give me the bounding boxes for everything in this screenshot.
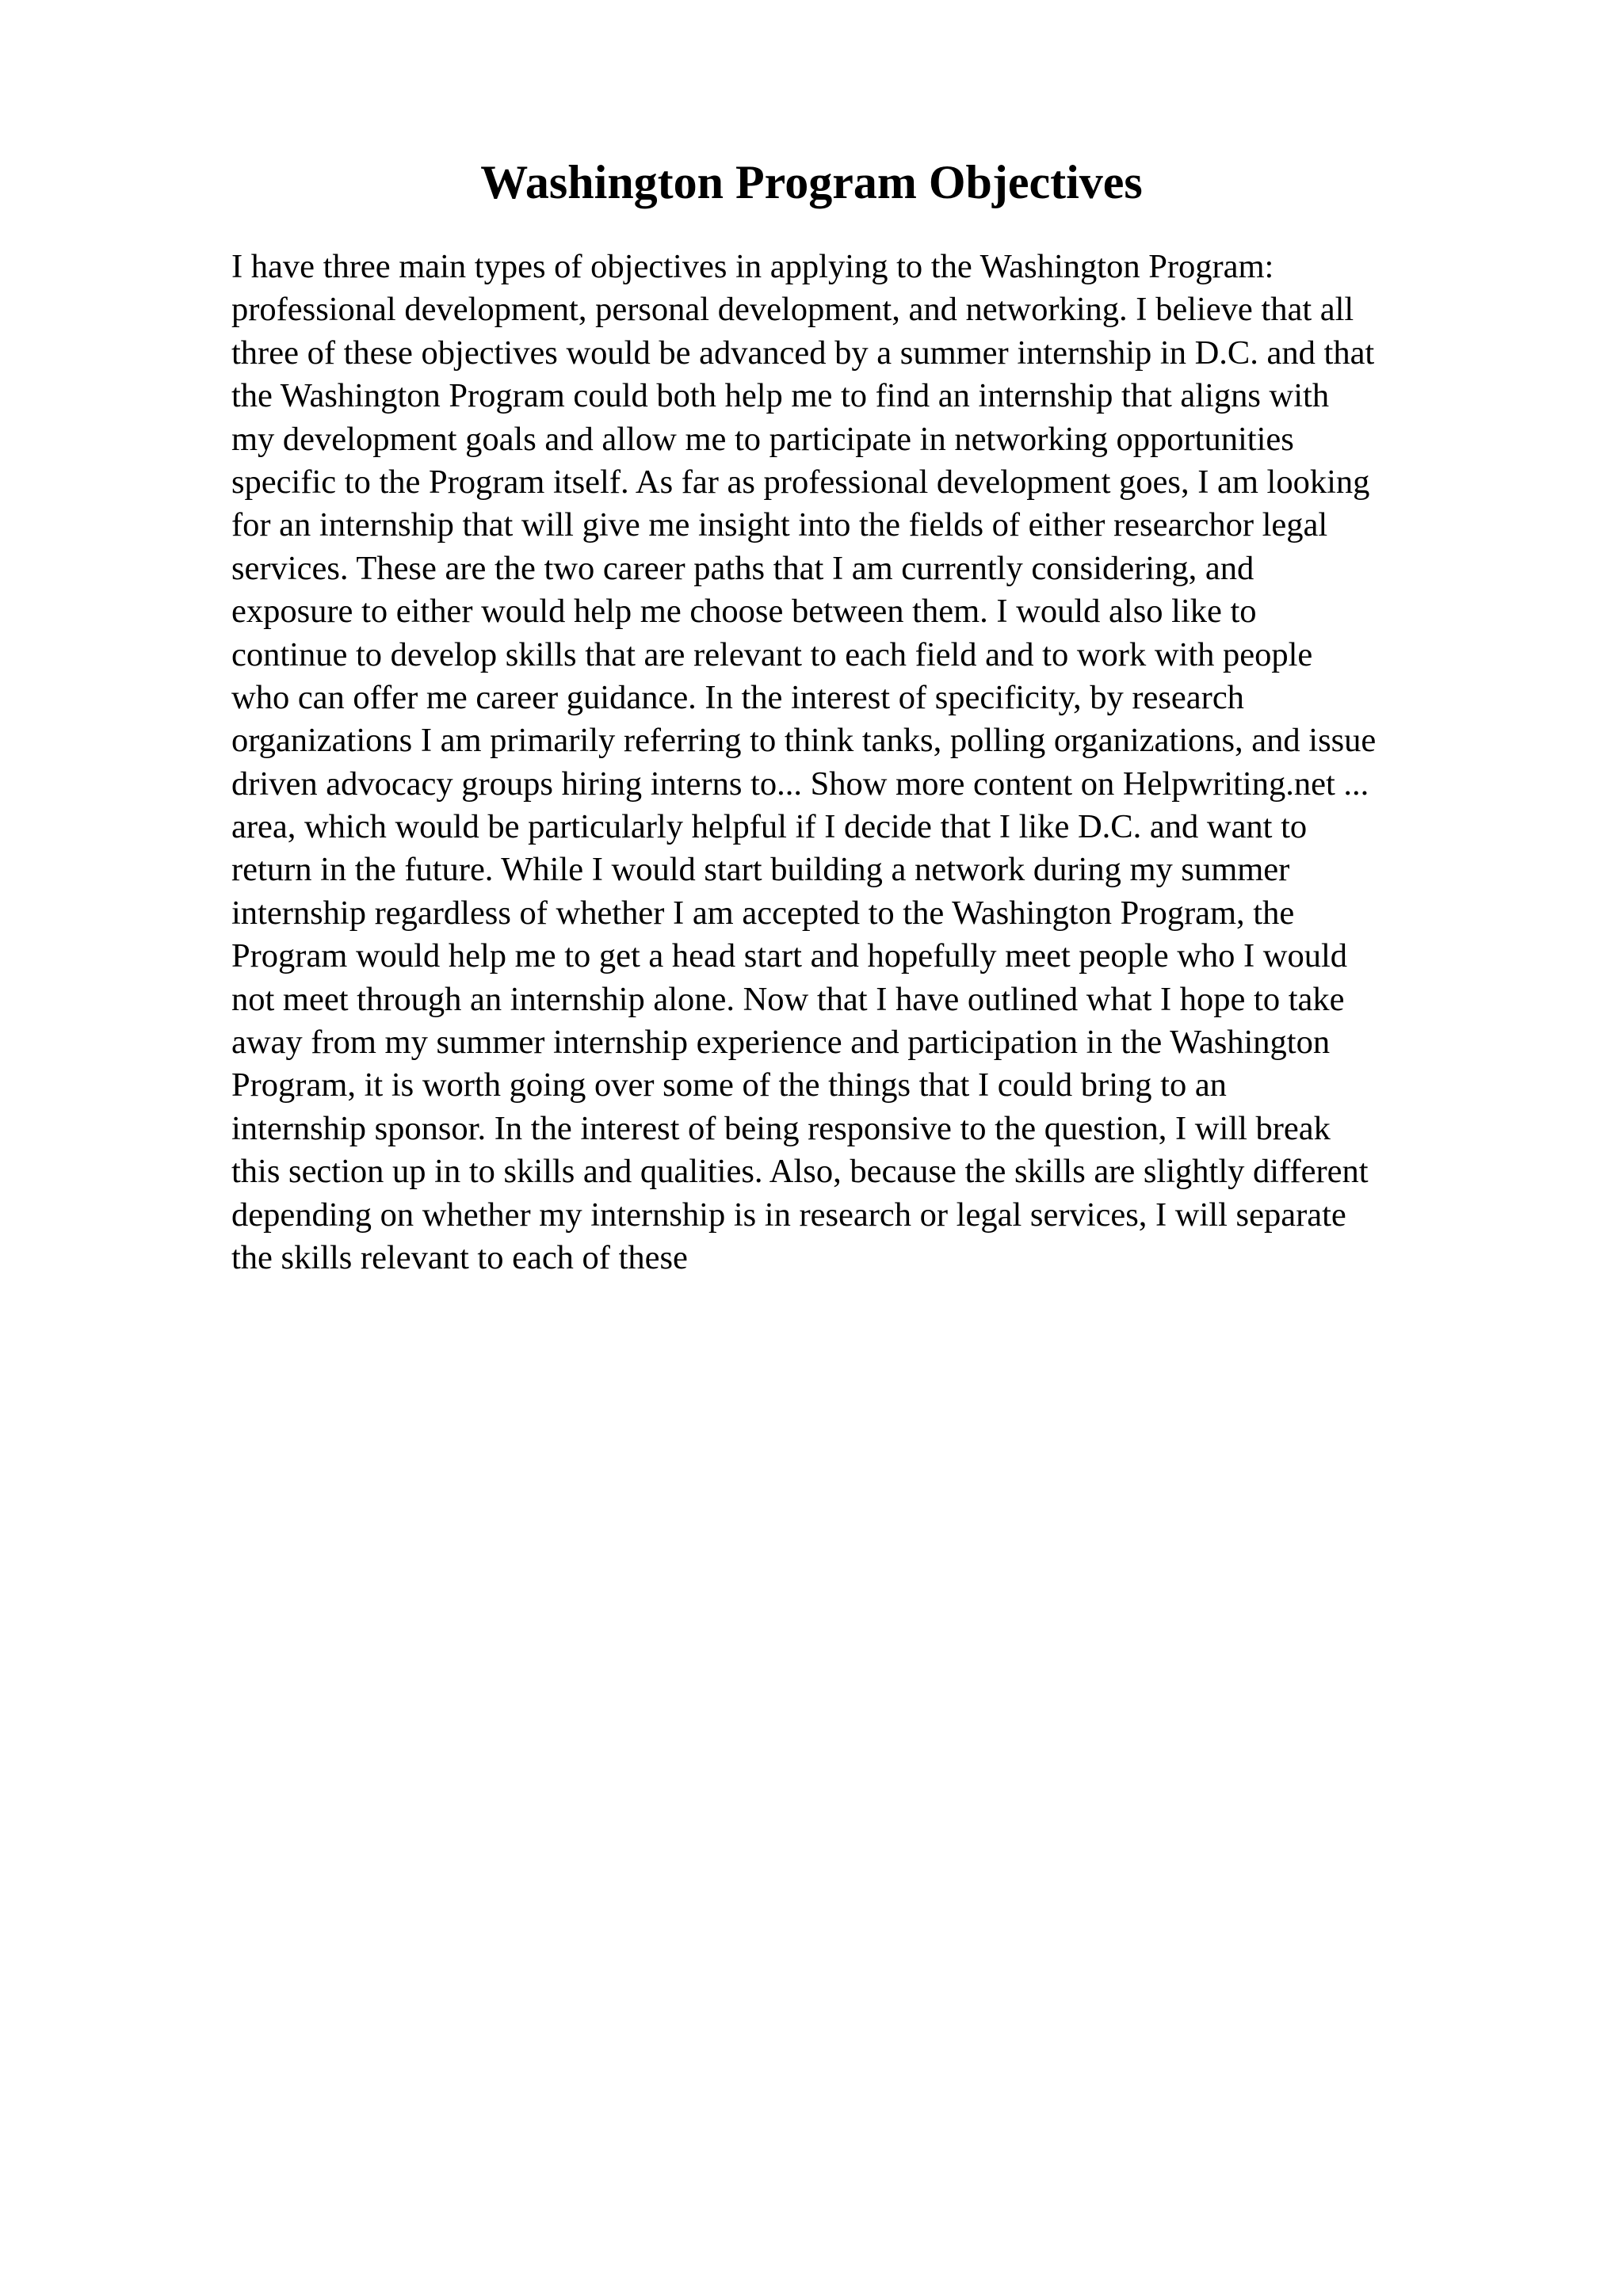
body-line: return in the future. While I would start building a network during my summer	[231, 851, 1290, 889]
body-line: three of these objectives would be advanced by a summer internship in D.C. and that	[231, 334, 1375, 372]
body-line: this section up in to skills and qualities. Also, because the skills are slightly different	[231, 1153, 1369, 1191]
body-line: Program, it is worth going over some of the things that I could bring to an	[231, 1066, 1227, 1104]
body-line: professional development, personal development, and networking. I believe that all	[231, 291, 1354, 329]
body-line: driven advocacy groups hiring interns to... Show more content on Helpwriting.net ...	[231, 765, 1369, 803]
body-line: for an internship that will give me insight into the fields of either researchor legal	[231, 506, 1328, 544]
body-line: internship regardless of whether I am accepted to the Washington Program, the	[231, 894, 1295, 932]
body-line: organizations I am primarily referring to think tanks, polling organizations, and issue	[231, 722, 1377, 760]
body-line: services. These are the two career paths that I am currently considering, and	[231, 549, 1254, 587]
document-title: Washington Program Objectives	[480, 156, 1143, 208]
body-line: area, which would be particularly helpful if I decide that I like D.C. and want to	[231, 808, 1308, 846]
body-line: continue to develop skills that are relevant to each field and to work with people	[231, 635, 1313, 673]
body-line: Program would help me to get a head start and hopefully meet people who I would	[231, 937, 1348, 975]
body-line: away from my summer internship experience and participation in the Washington	[231, 1024, 1331, 1062]
body-line: exposure to either would help me choose between them. I would also like to	[231, 593, 1257, 631]
body-line: the skills relevant to each of these	[231, 1238, 688, 1276]
body-line: I have three main types of objectives in applying to the Washington Program:	[231, 248, 1274, 285]
body-line: my development goals and allow me to participate in networking opportunities	[231, 420, 1294, 458]
body-line: the Washington Program could both help me to find an internship that aligns with	[231, 377, 1330, 415]
body-line: specific to the Program itself. As far as professional development goes, I am looking	[231, 463, 1370, 501]
document-body	[231, 246, 1515, 1280]
body-line: who can offer me career guidance. In the interest of specificity, by research	[231, 678, 1244, 716]
body-line: internship sponsor. In the interest of being responsive to the question, I will break	[231, 1109, 1331, 1147]
body-line: not meet through an internship alone. Now that I have outlined what I hope to take	[231, 980, 1345, 1018]
body-line: depending on whether my internship is in research or legal services, I will separate	[231, 1196, 1346, 1234]
